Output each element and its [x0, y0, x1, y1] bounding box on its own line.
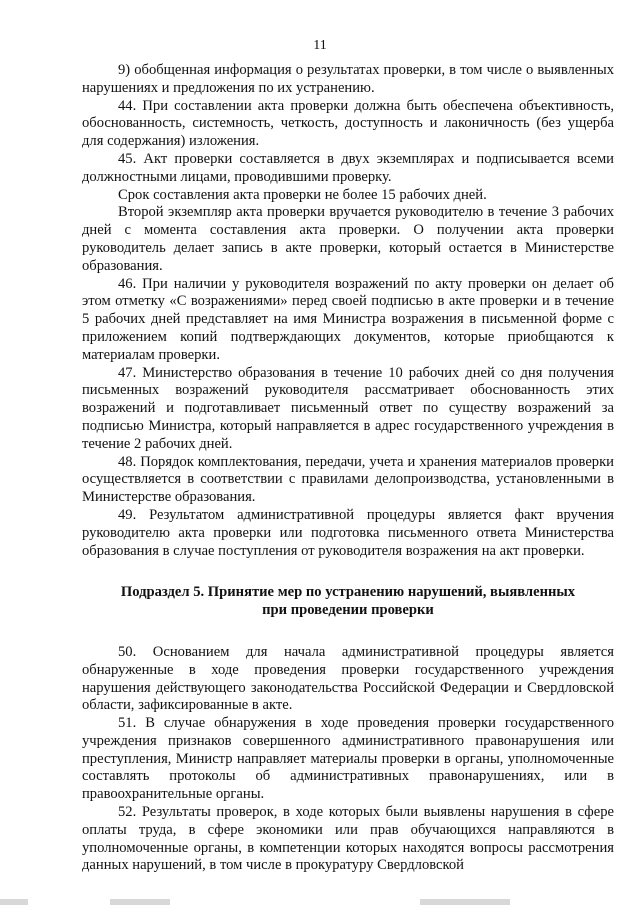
paragraph-item-9: 9) обобщенная информация о результатах проверки, в том числе о выявленных нарушениях и предложения по их устранению. — [82, 62, 614, 96]
document-body — [82, 62, 614, 875]
paragraph-45-second-copy: Второй экземпляр акта проверки вручается руководителю в течение 3 рабочих дней с момента составления акта проверки. О получении акта проверки руководитель делает запись в акте проверки, который остается в Министерстве образования. — [82, 204, 614, 274]
scan-edge-marks — [0, 899, 640, 905]
paragraph-44: 44. При составлении акта проверки должна быть обеспечена объективность, обоснованность, системность, четкость, доступность и лаконичность (без ущерба для содержания) изложения. — [82, 97, 614, 150]
section-spacer — [82, 560, 614, 584]
paragraph-45-deadline: Срок составления акта проверки не более 15 рабочих дней. — [118, 186, 487, 203]
paragraph-50: 50. Основанием для начала административной процедуры является обнаруженные в ходе проведения проверки государственного учреждения нарушения действующего законодательства Российской Федерации и Свердловской области, зафиксированные в акте. — [82, 643, 614, 714]
paragraph-45: 45. Акт проверки составляется в двух экземплярах и подписывается всеми должностными лицами, проводившими проверку. — [82, 150, 614, 185]
paragraph-51: 51. В случае обнаружения в ходе проведения проверки государственного учреждения признаков совершенного административного правонарушения или преступления, Министр направляет материалы проверки в органы, уполномоченные составлять протоколы об административных правонарушениях, или в правоохранительные органы. — [82, 715, 614, 803]
scan-mark — [110, 899, 170, 905]
scan-mark — [0, 899, 28, 905]
section-spacer — [82, 620, 614, 644]
paragraph-48: 48. Порядок комплектования, передачи, учета и хранения материалов проверки осуществляется в соответствии с правилами делопроизводства, установленными в Министерстве образования. — [82, 453, 614, 506]
scan-mark — [420, 899, 510, 905]
paragraph-46: 46. При наличии у руководителя возражений по акту проверки он делает об этом отметку «С возражениями» перед своей подписью в акте проверки и в течение 5 рабочих дней представляет на имя Министра возражения в письменной форме с приложением копий подтверждающих документов, которые приобщаются к материалам проверки. — [82, 275, 614, 363]
paragraph-52: 52. Результаты проверок, в ходе которых были выявлены нарушения в сфере оплаты труда, в сфере экономики или прав обучающихся направляются в уполномоченные органы, в компетенции которых находятся вопросы рассмотрения данных нарушений, в том числе в прокуратуру Свердловской — [82, 804, 614, 874]
section-heading: Подраздел 5. Принятие мер по устранению нарушений, выявленных при проведении проверки — [120, 584, 576, 619]
paragraph-49: 49. Результатом административной процедуры является факт вручения руководителю акта проверки или подготовка письменного ответа Министерства образования в случае поступления от руководителя возражения на акт проверки. — [82, 506, 614, 559]
paragraph-47: 47. Министерство образования в течение 10 рабочих дней со дня получения письменных возражений руководителя рассматривает обоснованность этих возражений и подготавливает письменный ответ по существу возражений за подписью Министра, который направляется в адрес государственного учреждения в течение 2 рабочих дней. — [82, 364, 614, 452]
page-number: 11 — [313, 38, 327, 53]
